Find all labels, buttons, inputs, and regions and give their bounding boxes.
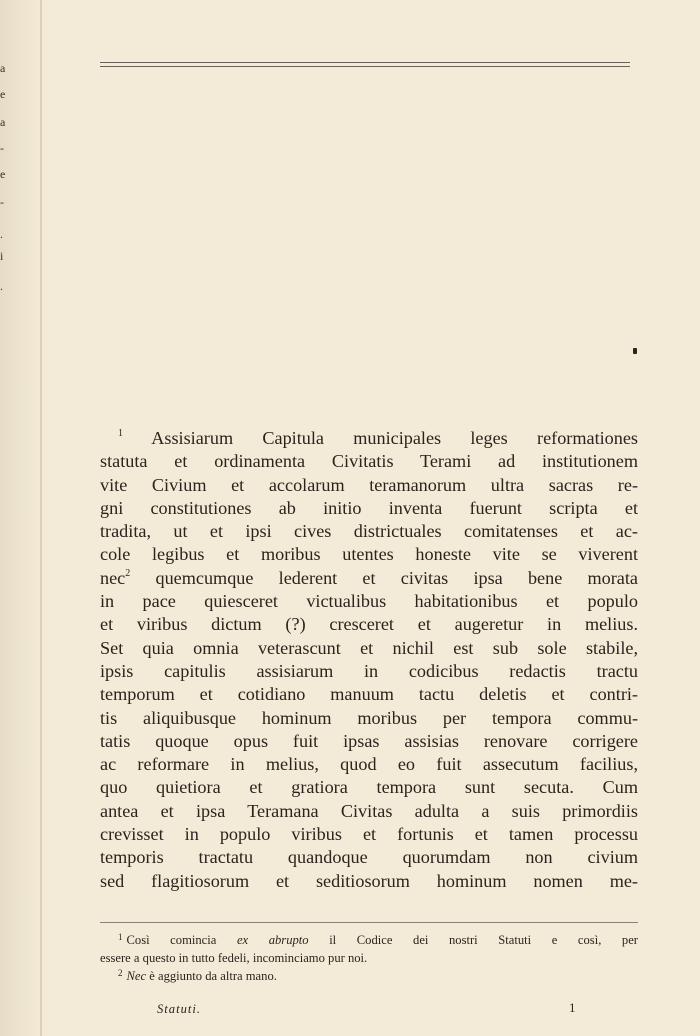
text-line: temporis tractatu quandoque quorumdam non civium (100, 847, 638, 868)
footnote-2-line: $^2$ Nec è aggiunto da altra mano. (118, 968, 277, 983)
text-line: $^1$ Assisiarum Capitula municipales leges reformationes (118, 428, 639, 448)
footnote-ref-2: 2 (125, 567, 131, 579)
text-line: vite Civium et accolarum teramanorum ultra sacras re- (100, 474, 638, 495)
text-line: tis aliquibusque hominum moribus per tempora commu- (100, 707, 638, 728)
text-line: ac reformare in melius, quod eo fuit assecutum facilius, (100, 754, 638, 775)
header-double-rule (100, 62, 630, 67)
gutter-letter: e (0, 167, 6, 181)
signature-mark: Statuti. (157, 1002, 202, 1016)
text-line: antea et ipsa Teramana Civitas adulta a suis primordiis (100, 800, 638, 821)
gutter-letter: a (0, 115, 6, 129)
gutter-letter: . (0, 227, 3, 241)
main-text-block (100, 427, 638, 893)
text-line: temporum et cotidiano manuum tactu deletis et contri- (100, 684, 638, 705)
footnote-ref-1: 1 (118, 428, 123, 439)
footnote-separator (100, 922, 638, 923)
gutter-letter: e (0, 87, 6, 101)
footnote-1-mark: 1 (118, 932, 123, 942)
footnotes-block (100, 931, 638, 985)
text-line: tradita, ut et ipsi cives districtuales comitatenses et ac- (100, 521, 638, 542)
text-line: ipsis capitulis assisiarum in codicibus redactis tractu (100, 660, 638, 681)
text-line: statuta et ordinamenta Civitatis Terami ad institutionem (100, 451, 638, 472)
gutter-letter: . (0, 279, 3, 293)
adjacent-page-gutter (0, 0, 44, 1036)
gutter-letter: - (0, 195, 4, 209)
text-line: nec$^2$ quemcumque lederent et civitas ipsa bene morata (100, 567, 639, 588)
text-line: gni constitutiones ab initio inventa fuerunt scripta et (100, 497, 638, 518)
footnote-2-mark: 2 (118, 968, 123, 978)
text-line: crevisset in populo viribus et fortunis et tamen processu (100, 824, 638, 845)
footnote-1-line: $^1$ Così comincia ex abrupto il Codice dei nostri Statuti e così, per (118, 932, 639, 947)
gutter-fold-line (40, 0, 42, 1036)
text-line: tatis quoque opus fuit ipsas assisias renovare corrigere (100, 730, 638, 751)
text-line: in pace quiesceret victualibus habitationibus et populo (100, 591, 638, 612)
gutter-letter: i (0, 249, 4, 263)
page-number: 1 (569, 1000, 576, 1015)
text-line: Set quia omnia veterascunt et nichil est sub sole stabile, (100, 637, 638, 658)
footnote-1-continuation: essere a questo in tutto fedeli, incominciamo pur noi. (100, 951, 368, 965)
gutter-letter: a (0, 61, 6, 75)
text-line: cole legibus et moribus utentes honeste vite se viverent (100, 544, 638, 565)
text-line: quo quietiora et gratiora tempora sunt secuta. Cum (100, 777, 638, 798)
ink-speck (633, 348, 637, 354)
text-line: sed flagitiosorum et seditiosorum hominum nomen me- (100, 870, 638, 891)
gutter-letter: - (0, 141, 4, 155)
text-line: et viribus dictum (?) cresceret et augeretur in melius. (100, 614, 638, 635)
